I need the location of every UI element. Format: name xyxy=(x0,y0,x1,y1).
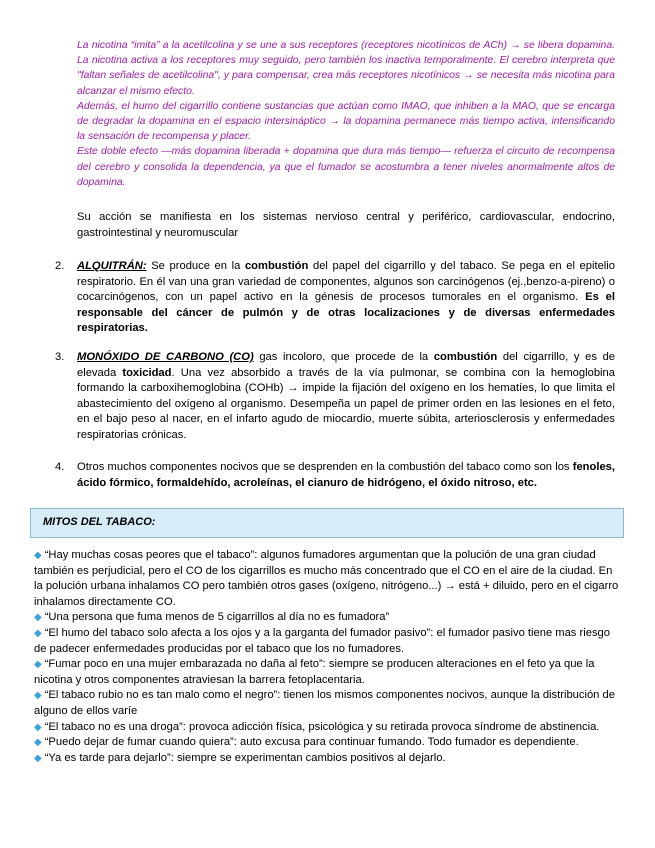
list-item: ◆ “Fumar poco en una mujer embarazada no daña al feto”: siempre se producen alteraciones en el feto ya que la nicotina y otros componentes atraviesan la barrera fetoplacentaria. xyxy=(34,658,595,686)
mitos-title: MITOS DEL TABACO: xyxy=(43,516,156,528)
diamond-bullet-icon: ◆ xyxy=(34,612,42,624)
nicotine-paragraph-3: Este doble efecto —más dopamina liberada + dopamina que dura más tiempo— refuerza el circuito de recompensa del cerebro y consolida la dependencia, ya que el fumador se acostumbra a tener niveles anormalmente altos de dopamina. xyxy=(77,146,615,188)
nicotine-explanation-block xyxy=(77,38,615,190)
item-title: ALQUITRÁN: xyxy=(77,260,147,272)
list-item: ◆ “El tabaco no es una droga”: provoca adicción física, psicológica y su retirada provoca síndrome de abstinencia. xyxy=(34,720,600,733)
list-item: ◆ “El tabaco rubio no es tan malo como el negro”: tienen los mismos componentes nocivos, aunque la distribución de alguno de ellos varíe xyxy=(34,689,615,717)
diamond-bullet-icon: ◆ xyxy=(34,721,42,733)
list-item: ◆ “Hay muchas cosas peores que el tabaco”: algunos fumadores argumentan que la polución de una gran ciudad también es perjudicial, pero el CO de los cigarrillos es mucho más concentrado que el CO en el aire de la ciudad. En la polución urbana inhalamos CO pero también otros gases (oxígeno, nitrógeno...) → está + diluido, pero en el cigarro inhalamos directamente CO. xyxy=(34,549,619,608)
list-item-alquitran: 2. ALQUITRÁN: Se produce en la combustión del papel del cigarrillo y del tabaco. Se pega en el epitelio respiratorio. En él van una gran variedad de componentes, algunos son carcinógenos (ej.,benzo-a-pireno) o cocarcinógenos, con un papel activo en la génesis de procesos tumorales en el organismo. Es el responsable del cáncer de pulmón y de otras localizaciones y de diversas enfermedades respiratorias. xyxy=(55,260,616,334)
list-item: ◆ “Una persona que fuma menos de 5 cigarrillos al día no es fumadora” xyxy=(34,611,390,624)
action-systems-paragraph: Su acción se manifiesta en los sistemas nervioso central y periférico, cardiovascular, endocrino, gastrointestinal y neuromuscular xyxy=(77,211,615,239)
diamond-bullet-icon: ◆ xyxy=(34,752,42,764)
list-item-otros: 4. Otros muchos componentes nocivos que se desprenden en la combustión del tabaco como son los fenoles, ácido fórmico, formaldehído, acroleínas, el cianuro de hidrógeno, el óxido nitroso, etc. xyxy=(55,461,615,489)
list-number: 2. xyxy=(55,260,65,272)
list-item: ◆ “El humo del tabaco solo afecta a los ojos y a la garganta del fumador pasivo”: el fumador pasivo tiene mas riesgo de padecer enfermedades producidas por el tabaco que los no fumadores. xyxy=(34,626,610,655)
mitos-header-box xyxy=(30,508,624,538)
diamond-bullet-icon: ◆ xyxy=(34,550,42,561)
item-title: MONÓXIDO DE CARBONO (CO) xyxy=(77,351,254,363)
diamond-bullet-icon: ◆ xyxy=(34,659,42,671)
nicotine-paragraph-1: La nicotina “imita” a la acetilcolina y se une a sus receptores (receptores nicotínicos de ACh) → se libera dopamina. La nicotina activa a los receptores muy seguido, pero también los inactiva temporalmente. El cerebro interpreta que "faltan señales de acetilcolina", y para compensar, crea más receptores nicotínicos → se necesita más nicotina para alcanzar el mismo efecto. xyxy=(77,40,615,97)
list-item: ◆ “Puedo dejar de fumar cuando quiera”: auto excusa para continuar fumando. Todo fumador es dependiente. xyxy=(34,736,579,749)
list-item-monoxido: 3. MONÓXIDO DE CARBONO (CO) gas incoloro, que procede de la combustión del cigarrillo, y es de elevada toxicidad. Una vez absorbido a través de la vía pulmonar, se combina con la hemoglobina formando la carboxihemoglobina (COHb) → impide la fijación del oxígeno en los hematíes, lo que limita el abastecimiento del oxígeno al organismo. Desempeña un papel de primer orden en las lesiones en el feto, en el bajo peso al nacer, en el infarto agudo de miocardio, muerte súbita, arteriosclerosis y enfermedades respiratorias crónicas. xyxy=(55,351,616,441)
list-number: 3. xyxy=(55,351,65,363)
diamond-bullet-icon: ◆ xyxy=(34,690,42,702)
mitos-list xyxy=(34,548,624,766)
diamond-bullet-icon: ◆ xyxy=(34,627,42,639)
list-item: ◆ “Ya es tarde para dejarlo”: siempre se experimentan cambios positivos al dejarlo. xyxy=(34,751,446,764)
list-number: 4. xyxy=(55,461,65,473)
nicotine-paragraph-2: Además, el humo del cigarrillo contiene sustancias que actúan como IMAO, que inhiben a la MAO, que se encarga de degradar la dopamina en el espacio intersináptico → la dopamina permanece más tiempo activa, intensificando la sensación de recompensa y placer. xyxy=(77,100,615,143)
diamond-bullet-icon: ◆ xyxy=(34,737,42,749)
